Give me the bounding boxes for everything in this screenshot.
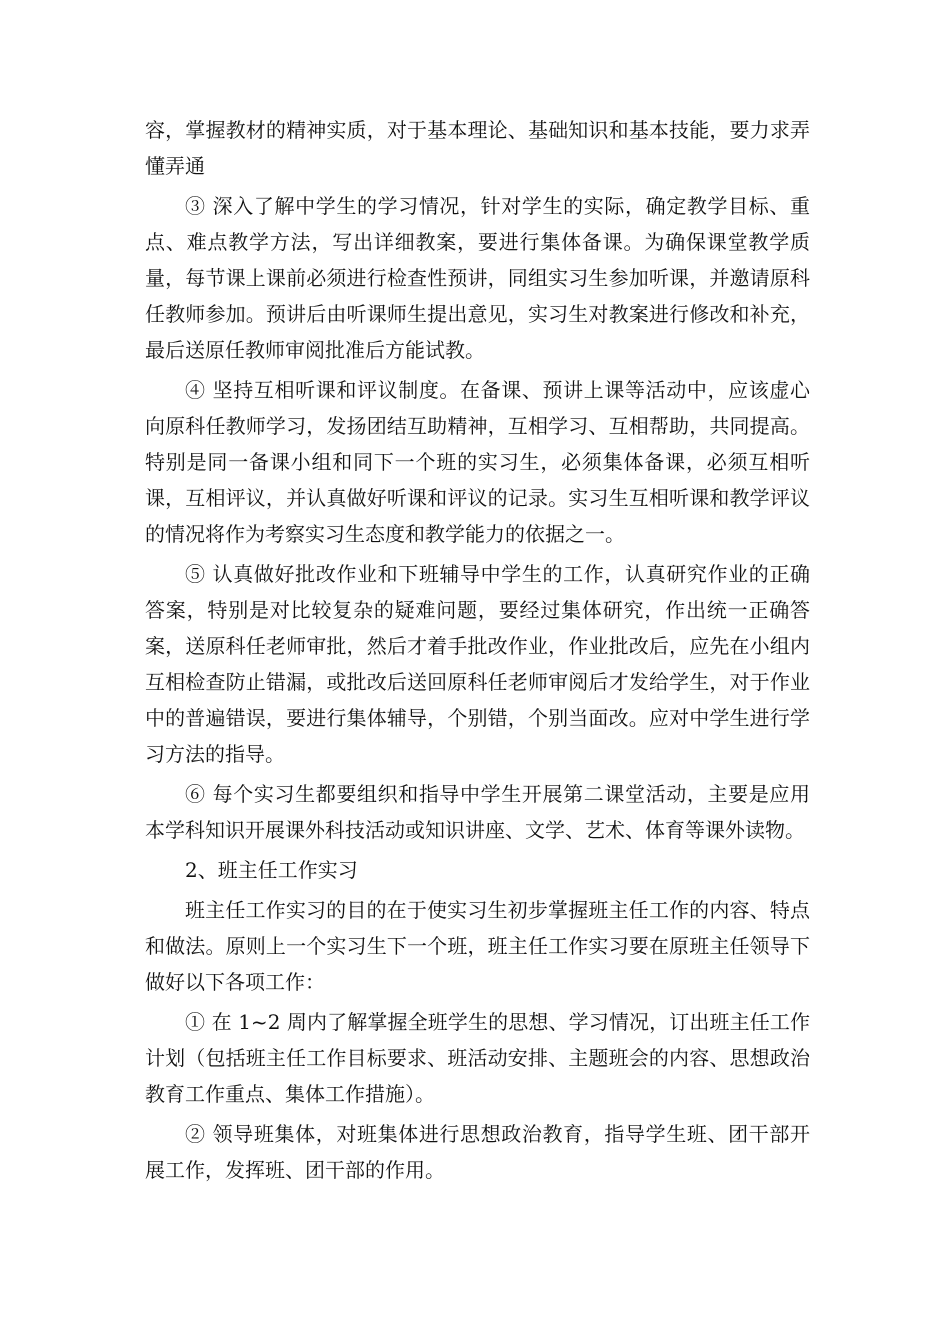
section-heading: 2、班主任工作实习 bbox=[185, 858, 358, 882]
paragraph-item-1: ① 在 1~2 周内了解掌握全班学生的思想、学习情况，订出班主任工作计划（包括班主任工作目标要求、班活动安排、主题班会的内容、思想政治教育工作重点、集体工作措施）。 bbox=[145, 1010, 810, 1106]
paragraph-item-3: ③ 深入了解中学生的学习情况，针对学生的实际，确定教学目标、重点、难点教学方法，写出详细教案，要进行集体备课。为确保课堂教学质量，每节课上课前必须进行检查性预讲，同组实习生参加听课，并邀请原科任教师参加。预讲后由听课师生提出意见，实习生对教案进行修改和补充，最后送原任教师审阅批准后方能试教。 bbox=[145, 194, 810, 362]
paragraph-section-intro: 班主任工作实习的目的在于使实习生初步掌握班主任工作的内容、特点和做法。原则上一个实习生下一个班，班主任工作实习要在原班主任领导下做好以下各项工作： bbox=[145, 898, 810, 994]
paragraph-item-2: ② 领导班集体，对班集体进行思想政治教育，指导学生班、团干部开展工作，发挥班、团干部的作用。 bbox=[145, 1122, 810, 1182]
document-body bbox=[145, 112, 810, 1192]
paragraph-item-6: ⑥ 每个实习生都要组织和指导中学生开展第二课堂活动，主要是应用本学科知识开展课外科技活动或知识讲座、文学、艺术、体育等课外读物。 bbox=[145, 782, 810, 842]
paragraph-continuation: 容，掌握教材的精神实质，对于基本理论、基础知识和基本技能，要力求弄懂弄通 bbox=[145, 118, 810, 178]
paragraph-item-5: ⑤ 认真做好批改作业和下班辅导中学生的工作，认真研究作业的正确答案，特别是对比较复杂的疑难问题，要经过集体研究，作出统一正确答案，送原科任老师审批，然后才着手批改作业，作业批改后，应先在小组内互相检查防止错漏，或批改后送回原科任老师审阅后才发给学生，对于作业中的普遍错误，要进行集体辅导，个别错，个别当面改。应对中学生进行学习方法的指导。 bbox=[145, 562, 810, 766]
paragraph-item-4: ④ 坚持互相听课和评议制度。在备课、预讲上课等活动中，应该虚心向原科任教师学习，发扬团结互助精神，互相学习、互相帮助，共同提高。特别是同一备课小组和同下一个班的实习生，必须集体备课，必须互相听课，互相评议，并认真做好听课和评议的记录。实习生互相听课和教学评议的情况将作为考察实习生态度和教学能力的依据之一。 bbox=[145, 378, 810, 546]
